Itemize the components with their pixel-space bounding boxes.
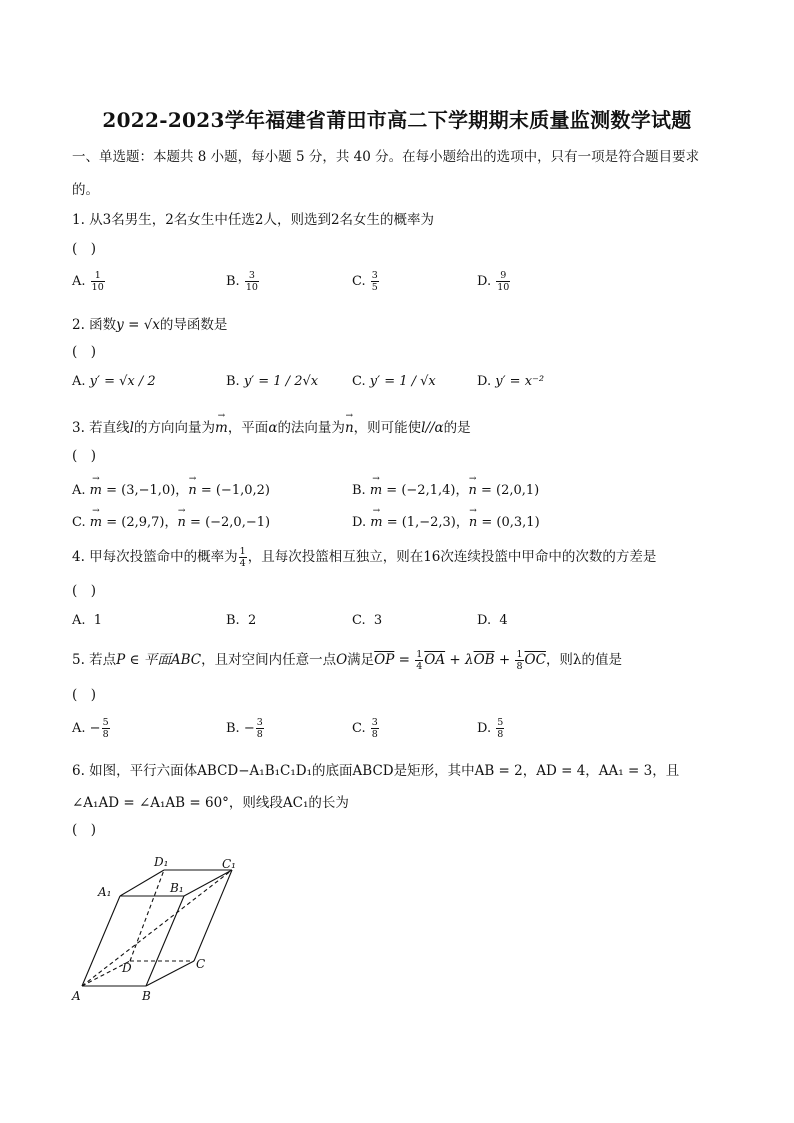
label-b: B bbox=[142, 989, 151, 1003]
q2-answer-paren: ( ) bbox=[72, 344, 97, 360]
q5-answer-paren: ( ) bbox=[72, 687, 97, 703]
q5-stem: 5. 若点P ∈ 平面ABC，且对空间内任意一点O满足$\overline{OP}$ = $\frac{1}{4}$ $\overline{OA} + \lambda\overline{OB}$ + $\frac{1}{8}$ $\overline{OC}$，则λ的值是 bbox=[72, 649, 622, 672]
q6-stem-line1: 6. 如图，平行六面体ABCD−A₁B₁C₁D₁的底面ABCD是矩形，其中AB = 2，AD = 4，AA₁ = 3，且 bbox=[72, 763, 680, 779]
q1-option-c bbox=[352, 270, 380, 293]
q4-option-c: C. 3 bbox=[352, 613, 383, 628]
option-label: B. bbox=[226, 274, 240, 289]
q3-option-a: A. → m = (3,−1,0)，→ n = (−1,0,2) bbox=[72, 479, 270, 498]
q1-answer-paren: ( ) bbox=[72, 241, 97, 257]
q1-stem: 1. 从3名男生，2名女生中任选2人，则选到2名女生的概率为 bbox=[72, 212, 435, 228]
q5-option-a: A. − $\frac{5}{8}$ bbox=[72, 717, 109, 740]
q4-option-b: B. 2 bbox=[226, 613, 257, 628]
parallelepiped-figure bbox=[70, 850, 260, 1010]
fraction: $\frac{3}{5}$ bbox=[371, 270, 378, 293]
q1-option-d bbox=[477, 270, 511, 293]
q4-answer-paren: ( ) bbox=[72, 583, 97, 599]
q5-option-b: B. − $\frac{3}{8}$ bbox=[226, 717, 263, 740]
q1-option-b bbox=[226, 270, 260, 293]
q2-option-d: D. y′ = x⁻² bbox=[477, 374, 545, 389]
section-header-cont: 的。 bbox=[72, 182, 99, 198]
edge-aa1 bbox=[82, 896, 120, 986]
q6-answer-paren: ( ) bbox=[72, 822, 97, 838]
option-label: C. bbox=[352, 274, 366, 289]
q2-option-a: A. y′ = √x / 2 bbox=[72, 374, 156, 389]
q6-stem-line2: ∠A₁AD = ∠A₁AB = 60°，则线段AC₁的长为 bbox=[72, 795, 349, 811]
edge-bc bbox=[146, 961, 194, 986]
option-label: D. bbox=[477, 274, 492, 289]
label-d: D bbox=[122, 961, 132, 975]
page-title: 2022-2023学年福建省莆田市高二下学期期末质量监测数学试题 bbox=[102, 108, 692, 132]
edge-bb1 bbox=[146, 896, 184, 986]
edge-a1d1 bbox=[120, 870, 164, 896]
q2-option-b: B. y′ = 1 / 2√x bbox=[226, 374, 319, 389]
q5-option-d: D. $\frac{5}{8}$ bbox=[477, 717, 504, 740]
label-b1: B₁ bbox=[170, 881, 184, 895]
fraction: $\frac{1}{10}$ bbox=[91, 270, 104, 293]
q3-option-d: D. → m = (1,−2,3)，→ n = (0,3,1) bbox=[352, 511, 540, 530]
label-c: C bbox=[196, 957, 206, 971]
q4-option-d: D. 4 bbox=[477, 613, 508, 628]
edge-dd1-hidden bbox=[130, 870, 164, 961]
label-a: A bbox=[72, 989, 81, 1003]
option-label: A. bbox=[72, 274, 86, 289]
edge-b1c1 bbox=[184, 870, 232, 896]
q2-option-c: C. y′ = 1 / √x bbox=[352, 374, 436, 389]
q2-stem: 2. 函数y = √x的导函数是 bbox=[72, 317, 228, 333]
q1-option-a bbox=[72, 270, 106, 293]
section-header: 一、单选题：本题共 8 小题，每小题 5 分，共 40 分。在每小题给出的选项中，只有一项是符合题目要求 bbox=[72, 149, 700, 165]
q4-option-a: A. 1 bbox=[72, 613, 103, 628]
q4-stem: 4. 甲每次投篮命中的概率为 $\frac{1}{4}$ ，且每次投篮相互独立，则在16次连续投篮中甲命中的次数的方差是 bbox=[72, 546, 657, 569]
label-a1: A₁ bbox=[98, 885, 112, 899]
fraction: $\frac{3}{10}$ bbox=[245, 270, 258, 293]
label-c1: C₁ bbox=[222, 857, 236, 871]
q3-stem: 3. 若直线l的方向向量为→ m，平面α的法向量为→ n，则可能使l//α的是 bbox=[72, 416, 471, 436]
q3-option-c: C. → m = (2,9,7)，→ n = (−2,0,−1) bbox=[72, 511, 270, 530]
q3-answer-paren: ( ) bbox=[72, 448, 97, 464]
q3-option-b: B. → m = (−2,1,4)，→ n = (2,0,1) bbox=[352, 479, 539, 498]
edge-cc1 bbox=[194, 870, 232, 961]
label-d1: D₁ bbox=[154, 855, 169, 869]
fraction: $\frac{9}{10}$ bbox=[497, 270, 510, 293]
q5-option-c: C. $\frac{3}{8}$ bbox=[352, 717, 378, 740]
